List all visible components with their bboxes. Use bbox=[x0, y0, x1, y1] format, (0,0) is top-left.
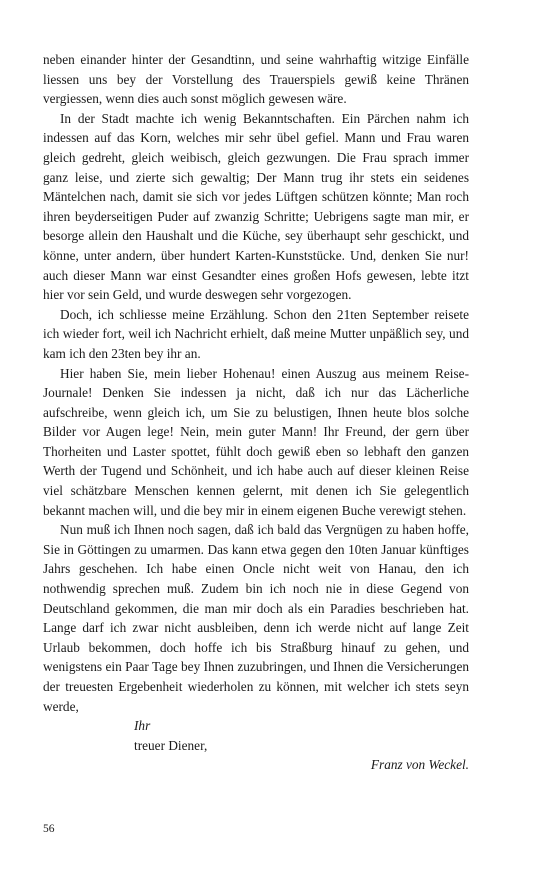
paragraph-5: Nun muß ich Ihnen noch sagen, daß ich bald das Vergnügen zu haben hoffe, Sie in Göttingen zu umarmen. Das kann etwa gegen den 10ten Januar künftiges Jahrs geschehen. Ich habe einen Oncle nicht weit von Hanau, den ich nothwendig sprechen muß. Zudem bin ich noch nie in diese Gegend von Deutschland gekommen, die man mir doch als ein Paradies beschrieben hat. Lange darf ich zwar nicht ausbleiben, denn ich werde nicht auf lange Zeit Urlaub bekommen, doch hoffe ich bis Straßburg hinauf zu gehen, und wenigstens ein Paar Tage bey Ihnen zuzubringen, und Ihnen die Versicherungen der treuesten Ergebenheit wiederholen zu können, mit welcher ich stets seyn werde, bbox=[43, 522, 469, 714]
paragraph-2: In der Stadt machte ich wenig Bekanntschaften. Ein Pärchen nahm ich indessen auf das Korn, welches mir sehr übel gefiel. Mann und Frau waren gleich gedreht, gleich weibisch, gleich gezwungen. Die Frau sprach immer ganz leise, und zierte sich gewaltig; Der Mann trug ihr stets ein seidenes Mäntelchen nach, damit sie sich vor jedes Lüftgen schützen könnte; Man roch ihren beyderseitigen Puder auf zwanzig Schritte; Uebrigens sagte man mir, er besorge allein den Haushalt und die Küche, sey überhaupt sehr geschickt, und könne, unter andern, über hundert Karten-Kunststücke. Und, denken Sie nur! auch dieser Mann war einst Gesandter eines großen Hofs gewesen, lebte itzt hier vor sein Geld, und wurde deswegen sehr vorgezogen. bbox=[43, 110, 469, 303]
paragraph-3: Doch, ich schliesse meine Erzählung. Schon den 21ten September reisete ich wieder fort, weil ich Nachricht erhielt, daß meine Mutter unpäßlich sey, und kam ich den 23ten bey ihr an. bbox=[43, 306, 469, 361]
paragraph-4: Hier haben Sie, mein lieber Hohenau! einen Auszug aus meinem Reise-Journale! Denken Sie indessen ja nicht, daß ich nur das Lächerliche aufschreibe, wenn gleich ich, um Sie zu belustigen, Ihnen heute blos solche Bilder vor Augen lege! Nein, mein guter Mann! Ihr Freund, der gern über Thorheiten und Laster spottet, fühlt doch gewiß eben so lebhaft den ganzen Werth der Tugend und Schönheit, und ich habe auch auf dieser kleinen Reise viel schätzbare Menschen kennen gelernt, mit denen ich Sie gelegentlich bekannt machen will, und die bey mir in einem eigenen Buche verewigt stehen. bbox=[43, 365, 469, 518]
page-number: 56 bbox=[43, 823, 55, 835]
page-body bbox=[43, 50, 469, 775]
signature: Franz von Weckel. bbox=[370, 757, 469, 773]
closing-ihr: Ihr bbox=[134, 718, 151, 734]
paragraph-1: neben einander hinter der Gesandtinn, und seine wahrhaftig witzige Einfälle liessen uns bey der Vorstellung des Trauerspiels gewiß keine Thränen vergiessen, wenn dies auch sonst möglich gewesen wäre. bbox=[43, 52, 469, 107]
closing-diener: treuer Diener, bbox=[134, 737, 208, 753]
